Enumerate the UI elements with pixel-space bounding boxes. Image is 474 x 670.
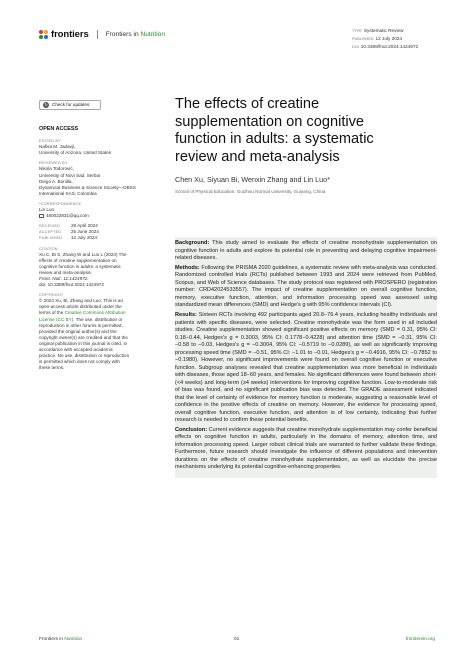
title-line: review and meta-analysis	[175, 148, 340, 165]
open-access-label: OPEN ACCESS	[39, 126, 79, 132]
citation-line: Xu C, Bi S, Zhang W and Luo L (2024) The	[39, 251, 127, 257]
copyright-text: terms of the	[39, 310, 65, 316]
citation-line: cognitive function in adults: a systematic	[39, 263, 121, 269]
received-value: 29 April 2024	[71, 223, 98, 229]
published-label: PUBLISHED	[352, 37, 374, 41]
journal-title: Nutrition	[140, 31, 166, 38]
doi-row	[352, 43, 418, 51]
reviewer-affiliation: International SAS, Colombia	[39, 190, 97, 196]
brand-name: frontiers	[51, 29, 89, 40]
section-text: Current evidence suggests that creatine monohydrate supplementation may confer beneficial effects on cognitive function in adults, particularly in the domains of memory, attention time, and information processing speed. Larger robust clinical trials are warranted to further validate these findings. Furthermore, future research should investigate the influence of different populations and intervention durations on the effects of creatine monohydrate supplementation, as well as elucidate the precise mechanisms underlying its potential cognitive-enhancing properties.	[175, 426, 438, 471]
copyright-label: COPYRIGHT	[39, 293, 64, 298]
reviewer-affiliation: University of Novi Sad, Serbia	[39, 172, 101, 178]
published-value: 12 July 2024	[375, 36, 403, 41]
copyright-line: accordance with accepted academic	[39, 347, 114, 352]
logo-divider	[97, 30, 98, 39]
journal-prefix: Frontiers in	[105, 31, 139, 38]
section-text: This study aimed to evaluate the effects of creatine monohydrate supplementation on cognitive function in adults and explore its potential role in preventing and delaying cognitive impairment-related diseases.	[175, 240, 437, 261]
copyright-line: provided the original author(s) and the	[39, 328, 117, 334]
section-text: Sixteen RCTs involving 492 participants aged 20.8−76.4 years, including healthy individuals and patients with specific diseases, were selected. Creatine monohydrate was the form used in all included studies. Creatine supplementation showed significant positive effects on memory (SMD = 0.31, 95% CI: 0.18−0.44, Hedges's g = 0.3003, 95% CI: 0.1778−0.4228) and attention time (SMD = −0.31, 95% CI: −0.58 to −0.03, Hedges's g = −0.3004, 95% CI: −0.5719 to −0.0289), as well as significantly improving processing speed time (SMD = −0.51, 95% CI: −1.01 to −0.01, Hedges's g = −0.4916, 95% CI: −0.7852 to −0.1980). However, no significant improvements were found on overall cognitive function or executive function. Subgroup analyses revealed that creatine supplementation was more beneficial in individuals with diseases, those aged 18−60 years, and females. No significant differences were found between short- (<4 weeks) and long-term (≥4 weeks) interventions for improving cognitive function. Low-to-moderate risk of bias was found, and no significant publication bias was detected. The GRADE assessment indicated that the level of certainty of evidence for memory function is moderate, suggesting a reasonable level of confidence in the positive effects of creatine on memory. However, the evidence for processing speed, overall cognitive function, executive function, and attention is of low certainty, indicating that further research is needed to confirm these potential benefits.	[175, 312, 437, 424]
page-header	[0, 0, 474, 56]
article-type-row	[352, 27, 418, 35]
license-link[interactable]: Creative Commons Attribution	[64, 310, 126, 316]
citation-label: CITATION	[39, 246, 58, 251]
footer-journal[interactable]	[39, 637, 82, 642]
editor-affiliation: University of Arizona, United States	[39, 150, 112, 156]
section-text: Following the PRISMA 2020 guidelines, a systematic review with meta-analysis was conducted. Randomized controlled trials (RCTs) published between 1993 and 2024 were retrieved from PubMed, Scopus, and Web of Science databases. The study protocol was registered with PROSPERO (registration number: CRD42024533557). The impact of creatine supplementation on overall cognitive function, memory, executive function, attention, and information processing speed was assessed using standardized mean differences (SMD) and Hedge's g with 95% confidence intervals (CI).	[175, 264, 438, 309]
reviewer-affiliation: Dynamical Business & Science Society—DBSS	[39, 184, 136, 190]
correspondence-email-row	[39, 213, 161, 219]
title-line: supplementation on cognitive	[175, 113, 365, 130]
citation	[39, 246, 161, 289]
citation-line: review and meta-analysis.	[39, 269, 93, 275]
frontiers-logo[interactable]	[39, 29, 165, 40]
citation-line: Front. Nutr. 11:1424972.	[39, 275, 89, 281]
mail-icon	[39, 214, 44, 218]
author-affiliation: School of Physical Education, Guizhou Normal University, Guiyang, China	[175, 189, 326, 195]
reviewed-by-label: REVIEWED BY	[39, 161, 68, 166]
copyright-line: © 2024 Xu, Bi, Zhang and Luo. This is an	[39, 298, 123, 304]
edited-by-label: EDITED BY	[39, 139, 61, 144]
page-number: 01	[234, 637, 240, 642]
section-label: Results:	[175, 312, 197, 319]
copyright-text: . The use, distribution or	[73, 316, 123, 322]
refresh-icon: ↻	[44, 102, 48, 107]
correspondence	[39, 201, 161, 219]
doi-link[interactable]: 10.3389/fnut.2024.1424972	[360, 44, 419, 49]
correspondence-email-link[interactable]: 460022831@qq.com	[46, 213, 89, 219]
correspondence-name: Lin Luo	[39, 207, 55, 213]
check-for-updates-button[interactable]	[39, 100, 101, 110]
reviewer-name: Diego A. Bonilla,	[39, 178, 73, 184]
title-line: The effects of creatine	[175, 96, 320, 112]
published-value: 12 July 2024	[71, 235, 98, 241]
copyright-line: is permitted which does not comply with	[39, 359, 120, 365]
footer-website-link[interactable]: frontiersin.org	[405, 637, 435, 642]
abstract-results	[175, 312, 437, 425]
abstract-methods	[175, 265, 437, 310]
copyright-line: reproduction in other forums is permitted,	[39, 322, 123, 328]
section-label: Conclusion:	[175, 426, 208, 433]
copyright-line: practice. No use, distribution or reproduction	[39, 353, 130, 359]
accepted-value: 25 June 2024	[71, 229, 99, 235]
copyright-line: these terms.	[39, 365, 65, 371]
accepted-label: ACCEPTED	[39, 230, 62, 235]
title-line: function in adults: a systematic	[175, 131, 374, 148]
article-meta	[352, 27, 418, 51]
copyright	[39, 292, 161, 371]
copyright-line: copyright owner(s) are credited and that the	[39, 334, 128, 340]
published-row	[352, 35, 418, 43]
journal-name[interactable]	[106, 31, 165, 38]
section-label: Methods:	[175, 264, 200, 271]
abstract-box	[175, 237, 437, 478]
license-link[interactable]: License (CC BY)	[39, 316, 74, 322]
copyright-line: original publication in this journal is cited, in	[39, 340, 128, 346]
check-updates-label: Check for updates	[52, 101, 90, 107]
received-label: RECEIVED	[39, 224, 61, 229]
abstract-background	[175, 240, 437, 263]
author-list[interactable]: Chen Xu, Siyuan Bi, Wenxin Zhang and Lin Luo*	[175, 175, 330, 185]
citation-line: effects of creatine supplementation on	[39, 257, 117, 263]
doi-label: DOI	[352, 45, 359, 49]
citation-doi-link[interactable]: doi: 10.3389/fnut.2024.1424972	[39, 282, 104, 288]
editor-name: Nafisa M. Jadavji,	[39, 144, 76, 150]
footer-journal-name: Nutrition	[64, 637, 83, 642]
reviewed-by	[39, 160, 161, 197]
copyright-line: open-access article distributed under the	[39, 304, 122, 310]
type-label: TYPE	[352, 29, 362, 33]
reviewer-name: Nikola Todorović,	[39, 166, 74, 172]
edited-by	[39, 138, 161, 156]
frontiers-logo-icon	[39, 30, 48, 39]
article-title	[175, 96, 437, 166]
correspondence-label: *CORRESPONDENCE	[39, 201, 82, 206]
footer-journal-prefix: Frontiers in	[39, 637, 63, 642]
section-label: Background:	[175, 240, 210, 246]
article-dates	[39, 223, 161, 241]
published-label: PUBLISHED	[39, 236, 63, 241]
article-main	[175, 96, 437, 221]
abstract-conclusion	[175, 427, 437, 472]
article-sidebar	[39, 100, 161, 375]
type-value: Systematic Review	[363, 28, 404, 33]
